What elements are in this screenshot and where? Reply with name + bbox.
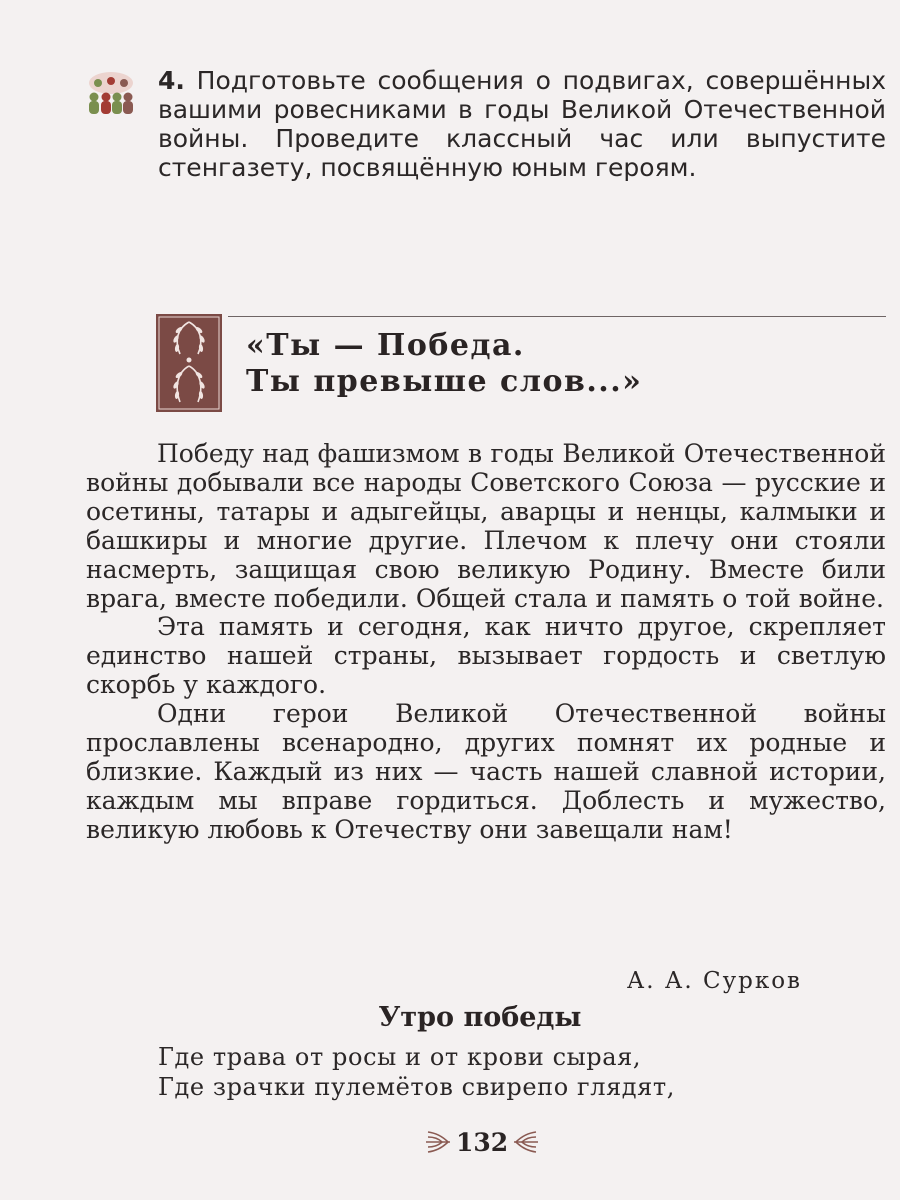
section-title-line: Ты превыше слов...» bbox=[246, 364, 643, 399]
group-discussion-icon bbox=[86, 70, 136, 116]
task-number: 4. bbox=[158, 66, 185, 95]
leaf-ornament-icon bbox=[422, 1127, 452, 1157]
section-title bbox=[246, 328, 866, 400]
poem-line: Где зрачки пулемётов свирепо глядят, bbox=[158, 1073, 676, 1101]
poem-author: А. А. Сурков bbox=[626, 968, 802, 994]
body-paragraph: Победу над фашизмом в годы Великой Отечественной войны добывали все народы Советского Союза — русские и осетины, татары и адыгейцы, аварцы и ненцы, калмыки и башкиры и многие другие. Плечом к плечу они стояли насмерть, защищая свою великую Родину. Вместе били врага, вместе победили. Общей стала и память о той войне. bbox=[86, 439, 886, 613]
task-body: Подготовьте сообщения о подвигах, совершённых вашими ровесниками в годы Великой Отечественной войны. Проведите классный час или выпустите стенгазету, посвящённую юным героям. bbox=[158, 66, 886, 182]
body-text bbox=[86, 440, 886, 845]
laurel-ornament-icon bbox=[156, 314, 222, 412]
poem-line: Где трава от росы и от крови сырая, bbox=[158, 1043, 642, 1071]
section-title-line: «Ты — Победа. bbox=[246, 328, 525, 363]
body-paragraph: Эта память и сегодня, как ничто другое, скрепляет единство нашей страны, вызывает гордость и светлую скорбь у каждого. bbox=[86, 612, 886, 700]
poem-title: Утро победы bbox=[378, 1002, 582, 1033]
section-ornament bbox=[156, 314, 222, 412]
page-footer bbox=[422, 1124, 542, 1160]
leaf-ornament-icon bbox=[512, 1127, 542, 1157]
page-number: 132 bbox=[456, 1127, 509, 1157]
poem-text bbox=[158, 1042, 858, 1102]
task-text bbox=[158, 66, 886, 182]
section-rule bbox=[228, 316, 886, 317]
body-paragraph: Одни герои Великой Отечественной войны прославлены всенародно, других помнят их родные и близкие. Каждый из них — часть нашей славной истории, каждым мы вправе гордиться. Доблесть и мужество, великую любовь к Отечеству они завещали нам! bbox=[86, 699, 886, 844]
